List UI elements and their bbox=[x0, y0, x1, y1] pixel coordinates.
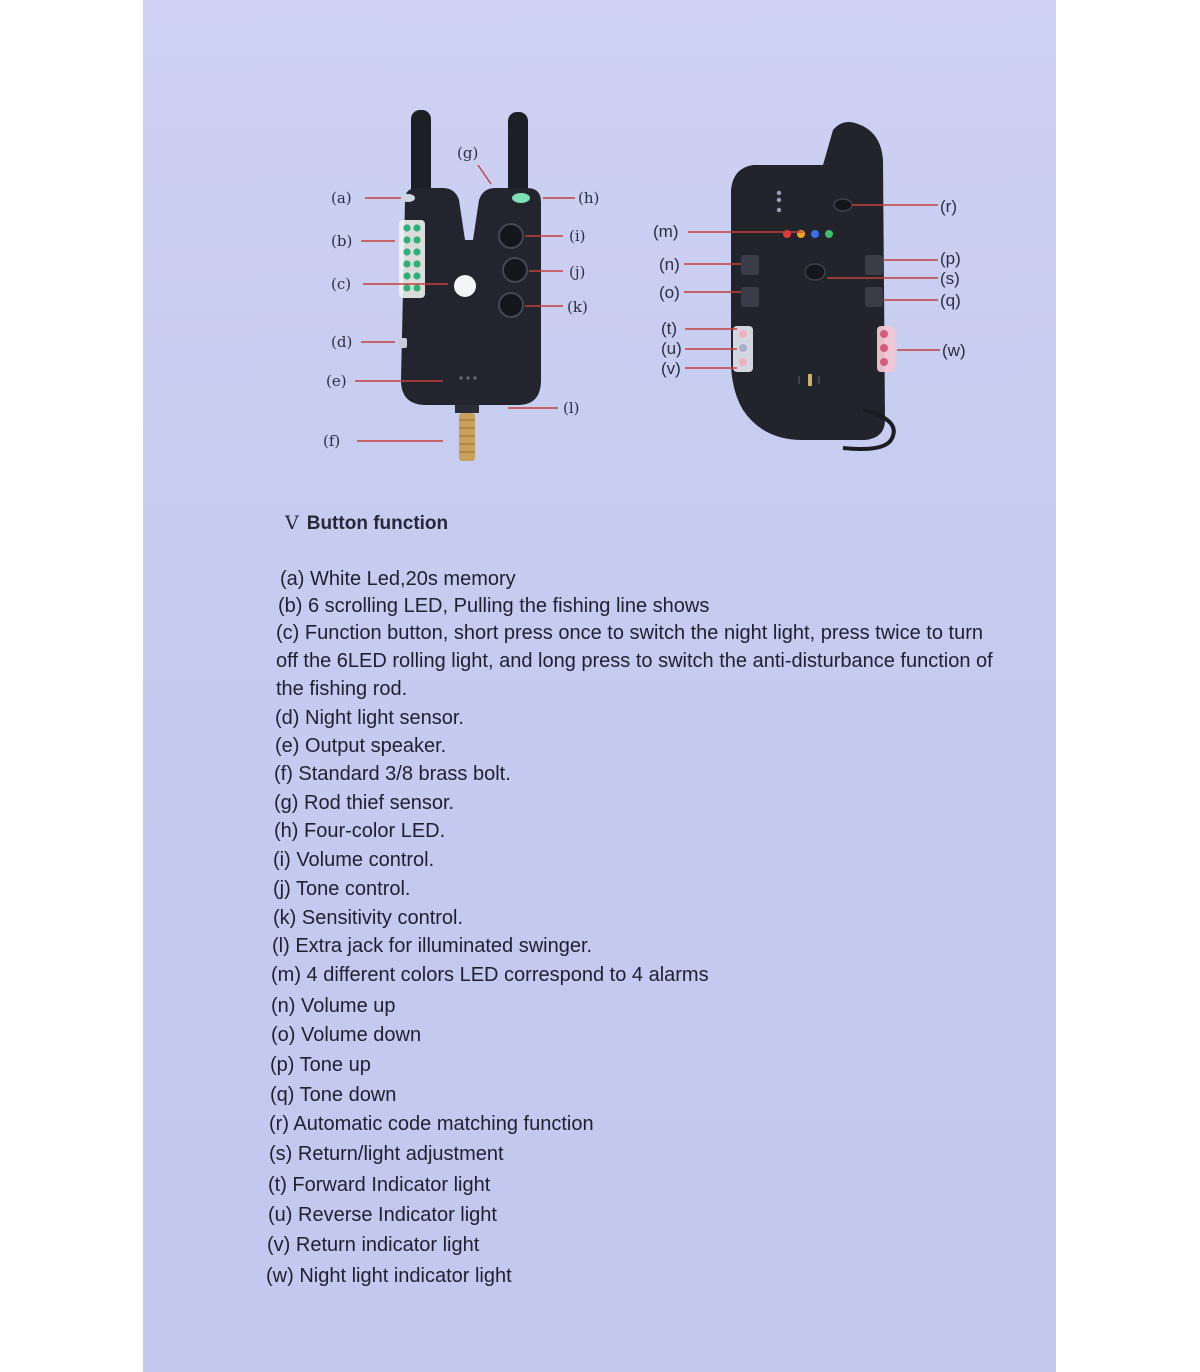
section-numeral: V bbox=[285, 512, 299, 534]
label-i: (i) bbox=[569, 227, 586, 245]
label-m: (m) bbox=[653, 222, 679, 241]
label-r: (r) bbox=[940, 197, 957, 216]
list-item-s: (s) Return/light adjustment bbox=[269, 1143, 504, 1165]
label-h: (h) bbox=[578, 189, 600, 207]
list-item-u: (u) Reverse Indicator light bbox=[268, 1204, 497, 1226]
list-item-l: (l) Extra jack for illuminated swinger. bbox=[272, 935, 593, 957]
label-j: (j) bbox=[569, 263, 586, 281]
list-item-j: (j) Tone control. bbox=[273, 878, 411, 900]
label-n: (n) bbox=[659, 255, 680, 274]
label-u: (u) bbox=[661, 339, 682, 358]
label-o: (o) bbox=[659, 283, 680, 302]
label-e: (e) bbox=[326, 372, 347, 390]
list-item-e: (e) Output speaker. bbox=[275, 735, 447, 757]
list-item-i: (i) Volume control. bbox=[273, 849, 435, 871]
label-l: (l) bbox=[563, 399, 580, 417]
label-a: (a) bbox=[331, 189, 352, 207]
label-g: (g) bbox=[457, 144, 479, 162]
label-f: (f) bbox=[323, 432, 341, 450]
label-t: (t) bbox=[661, 319, 678, 338]
list-item-b: (b) 6 scrolling LED, Pulling the fishing line shows bbox=[278, 595, 710, 617]
list-item-c: (c) Function button, short press once to switch the night light, press twice to turn off the 6LED rolling light, and long press to switch the anti-disturbance function of the fishing rod. bbox=[276, 622, 993, 700]
list-item-d: (d) Night light sensor. bbox=[275, 707, 464, 729]
label-c: (c) bbox=[331, 275, 352, 293]
label-w: (w) bbox=[942, 341, 966, 360]
list-item-r: (r) Automatic code matching function bbox=[269, 1113, 594, 1135]
list-item-p: (p) Tone up bbox=[270, 1054, 371, 1076]
label-q: (q) bbox=[940, 291, 961, 310]
list-item-f: (f) Standard 3/8 brass bolt. bbox=[274, 763, 511, 785]
list-item-w: (w) Night light indicator light bbox=[266, 1265, 512, 1287]
section-title: Button function bbox=[306, 513, 449, 534]
manual-page bbox=[143, 0, 1056, 1372]
list-item-v: (v) Return indicator light bbox=[267, 1234, 480, 1256]
list-item-m: (m) 4 different colors LED correspond to 4 alarms bbox=[271, 964, 709, 986]
label-v: (v) bbox=[661, 359, 681, 378]
list-item-o: (o) Volume down bbox=[271, 1024, 422, 1046]
list-item-h: (h) Four-color LED. bbox=[274, 820, 446, 842]
label-b: (b) bbox=[331, 232, 353, 250]
list-item-n: (n) Volume up bbox=[271, 995, 396, 1017]
list-item-a: (a) White Led,20s memory bbox=[280, 568, 516, 590]
list-item-k: (k) Sensitivity control. bbox=[273, 907, 464, 929]
label-s: (s) bbox=[940, 269, 960, 288]
label-d: (d) bbox=[331, 333, 353, 351]
list-item-t: (t) Forward Indicator light bbox=[268, 1174, 491, 1196]
label-k: (k) bbox=[567, 298, 588, 316]
label-p: (p) bbox=[940, 249, 961, 268]
function-list bbox=[143, 0, 1056, 1372]
list-item-q: (q) Tone down bbox=[270, 1084, 397, 1106]
list-item-g: (g) Rod thief sensor. bbox=[274, 792, 455, 814]
